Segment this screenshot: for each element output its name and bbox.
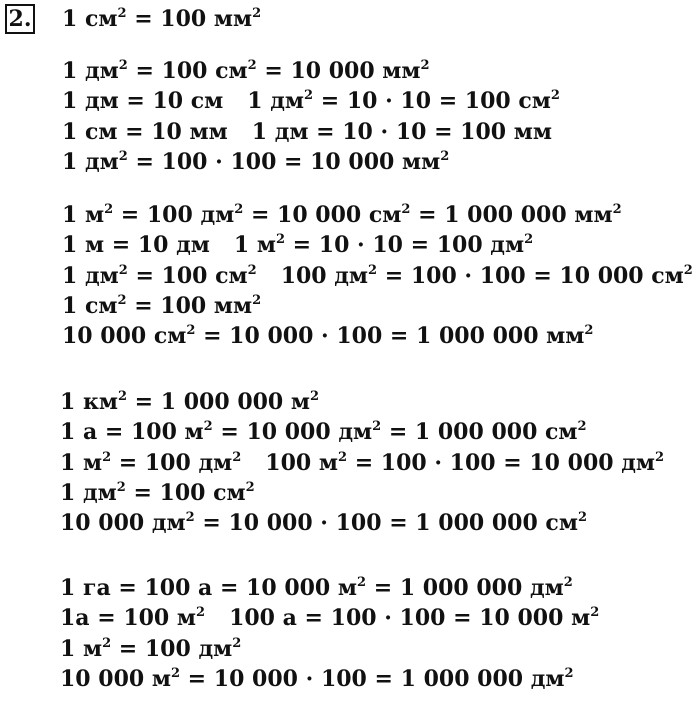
equation-line <box>60 603 599 633</box>
equation-line <box>62 230 533 260</box>
equation-text: 10 000 дм <box>60 510 186 537</box>
equation-text: 1 дм = 10 см <box>62 88 224 115</box>
equation-text: = 100 см <box>127 58 248 84</box>
exponent: 2 <box>577 419 587 435</box>
exponent: 2 <box>232 635 242 651</box>
exponent: 2 <box>368 262 378 278</box>
equation-text: = 1 000 000 м <box>127 389 311 415</box>
exponent: 2 <box>337 449 348 465</box>
equation-text: = 100 мм <box>126 6 253 32</box>
task-number-box: 2. <box>5 4 35 34</box>
exponent: 2 <box>118 148 128 164</box>
exponent: 2 <box>310 389 320 404</box>
equation-text: = 10 000 мм <box>256 58 421 84</box>
equation-text: = 10 000 · 100 = 1 000 000 дм <box>180 665 565 692</box>
exponent: 2 <box>564 665 574 681</box>
exponent: 2 <box>252 6 262 21</box>
equation-line <box>62 56 430 86</box>
exponent: 2 <box>118 262 128 278</box>
equation-line <box>60 573 573 603</box>
equation-line <box>62 200 622 230</box>
equation-text: = 1 000 000 дм <box>366 575 564 601</box>
exponent: 2 <box>102 449 112 465</box>
equation-line <box>60 508 587 538</box>
exponent: 2 <box>655 449 665 465</box>
equation-text: 1 м <box>233 232 276 259</box>
equation-text: 1 см = 10 мм <box>62 118 228 145</box>
exponent: 2 <box>420 58 430 73</box>
equation-text: = 10 · 10 = 100 см <box>313 88 551 115</box>
exponent: 2 <box>612 202 622 217</box>
exponent: 2 <box>304 88 314 104</box>
equation-text: 1 м = 10 дм <box>62 232 210 259</box>
exponent: 2 <box>524 232 534 248</box>
equation-line <box>60 448 664 478</box>
equation-text: 100 дм <box>280 262 369 289</box>
equation-text: 10 000 см <box>62 323 187 350</box>
equation-line <box>60 387 319 417</box>
exponent: 2 <box>247 262 257 278</box>
equation-text: = 1 000 000 мм <box>410 202 613 228</box>
equation-text: 1 дм <box>62 58 119 84</box>
equation-text: 1 м <box>60 449 103 476</box>
equation-line <box>62 261 693 291</box>
equation-text: 1 см <box>62 292 118 319</box>
equation-line <box>62 117 552 147</box>
exponent: 2 <box>590 605 600 621</box>
exponent: 2 <box>275 232 286 248</box>
equation-text: = 10 000 см <box>243 202 402 228</box>
equation-text: 1а = 100 м <box>60 605 197 632</box>
exponent: 2 <box>186 323 196 339</box>
exponent: 2 <box>372 419 382 435</box>
exponent: 2 <box>252 292 262 308</box>
equation-line <box>60 417 587 447</box>
exponent: 2 <box>401 202 411 217</box>
equation-text: 1 м <box>62 202 105 228</box>
equation-text: 1 дм <box>62 148 119 175</box>
equation-line <box>62 291 261 321</box>
equation-text: 100 м <box>265 449 338 476</box>
equation-line <box>60 664 574 694</box>
exponent: 2 <box>117 6 127 21</box>
exponent: 2 <box>104 202 114 217</box>
equation-text: = 100 см <box>127 262 248 289</box>
exponent: 2 <box>185 510 195 526</box>
equation-text: = 100 дм <box>113 202 235 228</box>
equation-text: 1 га = 100 а = 10 000 м <box>60 575 358 601</box>
equation-text: 1 а = 100 м <box>60 419 204 446</box>
exponent: 2 <box>196 605 206 621</box>
equation-line <box>62 86 560 116</box>
equation-text: = 1 000 000 см <box>381 419 578 446</box>
exponent: 2 <box>683 262 693 278</box>
equation-text: 1 дм = 10 · 10 = 100 мм <box>251 118 552 145</box>
equation-line <box>62 4 261 34</box>
exponent: 2 <box>550 88 560 104</box>
exponent: 2 <box>102 635 112 651</box>
equation-text: 1 дм <box>62 262 119 289</box>
equation-text: = 100 дм <box>111 449 233 476</box>
equation-line <box>60 478 255 508</box>
equation-text: = 100 · 100 = 10 000 см <box>377 262 684 289</box>
equation-text: = 10 000 · 100 = 1 000 000 см <box>194 510 578 537</box>
equation-text: 10 000 м <box>60 665 171 692</box>
equation-line <box>60 634 241 664</box>
equation-text: = 100 дм <box>111 635 233 662</box>
exponent: 2 <box>234 202 244 217</box>
equation-text: 1 м <box>60 635 103 662</box>
equation-text: = 10 · 10 = 100 дм <box>285 232 525 259</box>
equation-text: 100 а = 100 · 100 = 10 000 м <box>229 605 591 632</box>
exponent: 2 <box>245 479 255 495</box>
exponent: 2 <box>247 58 257 73</box>
equation-text: = 10 000 · 100 = 1 000 000 мм <box>195 323 585 350</box>
exponent: 2 <box>203 419 213 435</box>
exponent: 2 <box>116 479 126 495</box>
exponent: 2 <box>117 389 128 404</box>
equation-text: 1 км <box>60 389 118 415</box>
exponent: 2 <box>232 449 242 465</box>
exponent: 2 <box>440 148 450 164</box>
equation-text: = 100 · 100 = 10 000 дм <box>347 449 655 476</box>
equation-line <box>62 147 449 177</box>
equation-line <box>62 321 593 351</box>
equation-text: 1 см <box>62 6 118 32</box>
exponent: 2 <box>117 292 127 308</box>
equation-text: = 100 см <box>125 479 246 506</box>
equation-text: = 100 · 100 = 10 000 мм <box>127 148 441 175</box>
exponent: 2 <box>577 510 587 526</box>
equation-text: = 100 мм <box>126 292 253 319</box>
equation-text: = 10 000 дм <box>212 419 373 446</box>
equation-text: 1 дм <box>247 88 305 115</box>
exponent: 2 <box>563 575 573 590</box>
exponent: 2 <box>357 575 367 590</box>
exponent: 2 <box>584 323 594 339</box>
exponent: 2 <box>170 665 181 681</box>
equation-text: 1 дм <box>60 479 117 506</box>
exponent: 2 <box>118 58 128 73</box>
